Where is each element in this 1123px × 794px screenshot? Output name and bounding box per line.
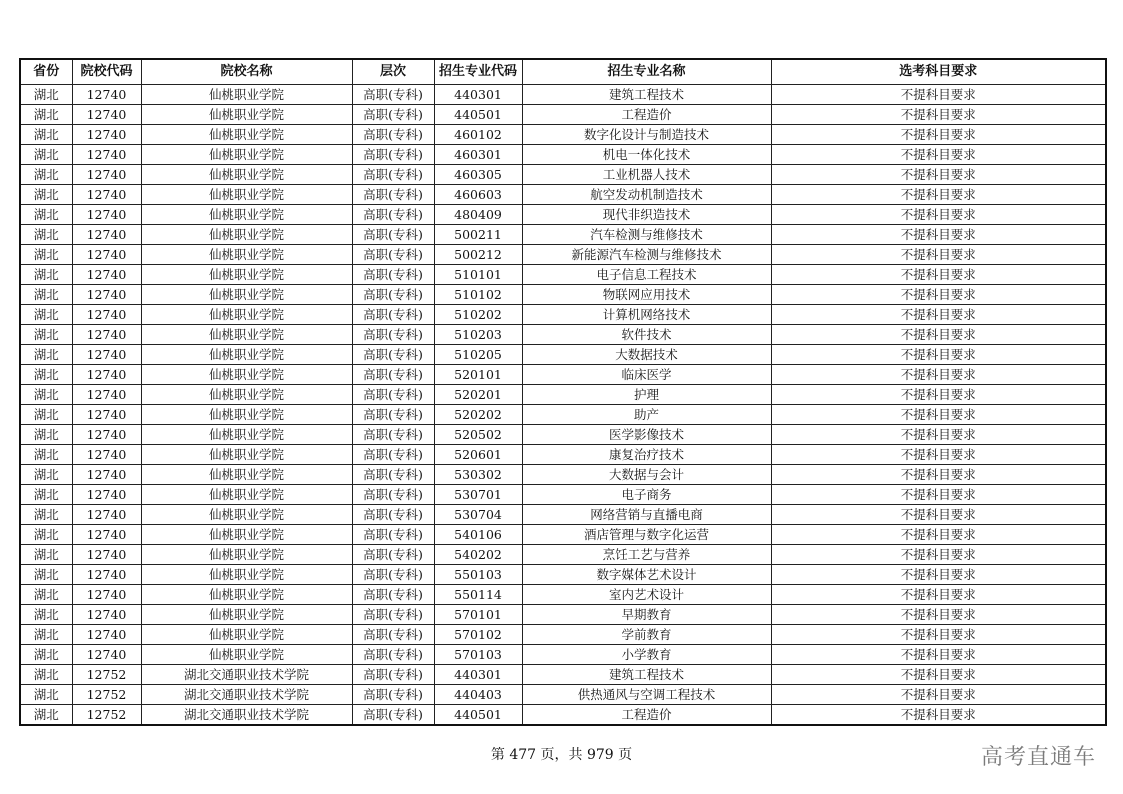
province-cell: 湖北 <box>20 665 72 685</box>
table-row <box>20 305 1106 325</box>
province-cell: 湖北 <box>20 685 72 705</box>
school-code-cell: 12740 <box>72 625 141 645</box>
major-name-cell: 数字化设计与制造技术 <box>522 125 771 145</box>
table-row <box>20 265 1106 285</box>
subject-requirement-cell: 不提科目要求 <box>771 665 1106 685</box>
major-code-cell: 540106 <box>434 525 522 545</box>
level-cell: 高职(专科) <box>352 345 434 365</box>
school-code-cell: 12740 <box>72 105 141 125</box>
table-row <box>20 545 1106 565</box>
major-name-cell: 护理 <box>522 385 771 405</box>
major-name-cell: 早期教育 <box>522 605 771 625</box>
major-code-cell: 440301 <box>434 665 522 685</box>
major-name-cell: 航空发动机制造技术 <box>522 185 771 205</box>
table-row <box>20 385 1106 405</box>
level-cell: 高职(专科) <box>352 445 434 465</box>
school-name-cell: 仙桃职业学院 <box>141 405 352 425</box>
table-row <box>20 165 1106 185</box>
subject-requirement-cell: 不提科目要求 <box>771 425 1106 445</box>
subject-requirement-cell: 不提科目要求 <box>771 685 1106 705</box>
subject-requirement-cell: 不提科目要求 <box>771 125 1106 145</box>
school-name-cell: 仙桃职业学院 <box>141 565 352 585</box>
level-cell: 高职(专科) <box>352 265 434 285</box>
major-code-cell: 440301 <box>434 85 522 105</box>
province-cell: 湖北 <box>20 85 72 105</box>
level-header: 层次 <box>352 59 434 85</box>
level-cell: 高职(专科) <box>352 625 434 645</box>
major-code-cell: 520502 <box>434 425 522 445</box>
school-name-cell: 仙桃职业学院 <box>141 525 352 545</box>
major-code-cell: 520101 <box>434 365 522 385</box>
major-code-cell: 550103 <box>434 565 522 585</box>
school-name-cell: 仙桃职业学院 <box>141 205 352 225</box>
province-cell: 湖北 <box>20 625 72 645</box>
level-cell: 高职(专科) <box>352 145 434 165</box>
major-name-cell: 电子商务 <box>522 485 771 505</box>
major-code-cell: 530701 <box>434 485 522 505</box>
school-name-cell: 仙桃职业学院 <box>141 265 352 285</box>
major-name-cell: 现代非织造技术 <box>522 205 771 225</box>
table-row <box>20 345 1106 365</box>
table-row <box>20 625 1106 645</box>
table-row <box>20 485 1106 505</box>
major-name-cell: 物联网应用技术 <box>522 285 771 305</box>
table-row <box>20 225 1106 245</box>
major-name-cell: 康复治疗技术 <box>522 445 771 465</box>
watermark-logo: 高考直通车 <box>980 745 1096 770</box>
school-code-cell: 12740 <box>72 205 141 225</box>
major-code-cell: 520201 <box>434 385 522 405</box>
major-code-cell: 440501 <box>434 105 522 125</box>
major-name-cell: 数字媒体艺术设计 <box>522 565 771 585</box>
major-name-cell: 机电一体化技术 <box>522 145 771 165</box>
province-cell: 湖北 <box>20 205 72 225</box>
major-code-cell: 480409 <box>434 205 522 225</box>
school-code-cell: 12740 <box>72 445 141 465</box>
level-cell: 高职(专科) <box>352 665 434 685</box>
subject-requirement-cell: 不提科目要求 <box>771 245 1106 265</box>
enrollment-table <box>19 58 1107 726</box>
school-code-cell: 12740 <box>72 385 141 405</box>
subject-requirement-cell: 不提科目要求 <box>771 365 1106 385</box>
school-name-cell: 仙桃职业学院 <box>141 465 352 485</box>
school-code-cell: 12740 <box>72 305 141 325</box>
table-header <box>20 59 1106 85</box>
major-name-cell: 助产 <box>522 405 771 425</box>
major-code-cell: 530704 <box>434 505 522 525</box>
table-row <box>20 525 1106 545</box>
major-code-header: 招生专业代码 <box>434 59 522 85</box>
school-code-cell: 12752 <box>72 685 141 705</box>
subject-requirement-cell: 不提科目要求 <box>771 405 1106 425</box>
table-row <box>20 685 1106 705</box>
level-cell: 高职(专科) <box>352 405 434 425</box>
table-row <box>20 445 1106 465</box>
subject-requirement-cell: 不提科目要求 <box>771 225 1106 245</box>
level-cell: 高职(专科) <box>352 705 434 726</box>
school-name-cell: 仙桃职业学院 <box>141 185 352 205</box>
subject-requirement-cell: 不提科目要求 <box>771 485 1106 505</box>
school-name-cell: 湖北交通职业技术学院 <box>141 705 352 726</box>
header-row <box>20 59 1106 85</box>
school-code-cell: 12740 <box>72 365 141 385</box>
school-name-cell: 仙桃职业学院 <box>141 285 352 305</box>
province-cell: 湖北 <box>20 185 72 205</box>
major-name-cell: 工业机器人技术 <box>522 165 771 185</box>
province-cell: 湖北 <box>20 405 72 425</box>
subject-requirement-cell: 不提科目要求 <box>771 345 1106 365</box>
table-row <box>20 605 1106 625</box>
school-name-cell: 仙桃职业学院 <box>141 125 352 145</box>
major-code-cell: 510102 <box>434 285 522 305</box>
province-cell: 湖北 <box>20 465 72 485</box>
province-cell: 湖北 <box>20 225 72 245</box>
province-cell: 湖北 <box>20 425 72 445</box>
school-code-cell: 12740 <box>72 505 141 525</box>
subject-requirement-cell: 不提科目要求 <box>771 625 1106 645</box>
school-code-cell: 12740 <box>72 425 141 445</box>
school-code-cell: 12740 <box>72 265 141 285</box>
major-code-cell: 460603 <box>434 185 522 205</box>
province-cell: 湖北 <box>20 245 72 265</box>
table-row <box>20 85 1106 105</box>
school-code-header: 院校代码 <box>72 59 141 85</box>
school-name-header: 院校名称 <box>141 59 352 85</box>
school-code-cell: 12740 <box>72 185 141 205</box>
major-name-cell: 软件技术 <box>522 325 771 345</box>
province-cell: 湖北 <box>20 565 72 585</box>
school-name-cell: 仙桃职业学院 <box>141 505 352 525</box>
province-cell: 湖北 <box>20 645 72 665</box>
province-cell: 湖北 <box>20 605 72 625</box>
major-name-header: 招生专业名称 <box>522 59 771 85</box>
page-number: 第 477 页，共 979 页 <box>490 747 633 763</box>
level-cell: 高职(专科) <box>352 245 434 265</box>
province-cell: 湖北 <box>20 485 72 505</box>
school-name-cell: 仙桃职业学院 <box>141 365 352 385</box>
province-cell: 湖北 <box>20 345 72 365</box>
subject-requirement-cell: 不提科目要求 <box>771 565 1106 585</box>
major-code-cell: 500211 <box>434 225 522 245</box>
school-name-cell: 仙桃职业学院 <box>141 425 352 445</box>
school-code-cell: 12740 <box>72 405 141 425</box>
level-cell: 高职(专科) <box>352 305 434 325</box>
school-code-cell: 12740 <box>72 225 141 245</box>
level-cell: 高职(专科) <box>352 385 434 405</box>
level-cell: 高职(专科) <box>352 645 434 665</box>
school-code-cell: 12740 <box>72 585 141 605</box>
school-name-cell: 仙桃职业学院 <box>141 105 352 125</box>
major-name-cell: 汽车检测与维修技术 <box>522 225 771 245</box>
major-code-cell: 440501 <box>434 705 522 726</box>
table-row <box>20 465 1106 485</box>
subject-requirement-cell: 不提科目要求 <box>771 325 1106 345</box>
table-row <box>20 425 1106 445</box>
major-name-cell: 学前教育 <box>522 625 771 645</box>
school-name-cell: 仙桃职业学院 <box>141 385 352 405</box>
major-code-cell: 570101 <box>434 605 522 625</box>
province-cell: 湖北 <box>20 545 72 565</box>
school-name-cell: 仙桃职业学院 <box>141 545 352 565</box>
school-name-cell: 仙桃职业学院 <box>141 445 352 465</box>
province-cell: 湖北 <box>20 325 72 345</box>
school-name-cell: 湖北交通职业技术学院 <box>141 685 352 705</box>
school-code-cell: 12740 <box>72 565 141 585</box>
subject-requirement-cell: 不提科目要求 <box>771 145 1106 165</box>
school-name-cell: 仙桃职业学院 <box>141 245 352 265</box>
school-code-cell: 12740 <box>72 325 141 345</box>
major-code-cell: 550114 <box>434 585 522 605</box>
subject-requirement-cell: 不提科目要求 <box>771 585 1106 605</box>
level-cell: 高职(专科) <box>352 485 434 505</box>
subject-requirement-cell: 不提科目要求 <box>771 525 1106 545</box>
major-name-cell: 建筑工程技术 <box>522 665 771 685</box>
province-cell: 湖北 <box>20 525 72 545</box>
school-code-cell: 12740 <box>72 165 141 185</box>
level-cell: 高职(专科) <box>352 85 434 105</box>
level-cell: 高职(专科) <box>352 505 434 525</box>
major-code-cell: 460102 <box>434 125 522 145</box>
school-code-cell: 12740 <box>72 285 141 305</box>
level-cell: 高职(专科) <box>352 605 434 625</box>
province-cell: 湖北 <box>20 145 72 165</box>
major-code-cell: 540202 <box>434 545 522 565</box>
table-row <box>20 585 1106 605</box>
major-code-cell: 510205 <box>434 345 522 365</box>
table-row <box>20 145 1106 165</box>
level-cell: 高职(专科) <box>352 105 434 125</box>
major-code-cell: 510101 <box>434 265 522 285</box>
level-cell: 高职(专科) <box>352 205 434 225</box>
province-cell: 湖北 <box>20 585 72 605</box>
school-code-cell: 12740 <box>72 525 141 545</box>
major-code-cell: 460301 <box>434 145 522 165</box>
subject-requirement-header: 选考科目要求 <box>771 59 1106 85</box>
major-name-cell: 临床医学 <box>522 365 771 385</box>
table-row <box>20 645 1106 665</box>
major-name-cell: 烹饪工艺与营养 <box>522 545 771 565</box>
province-cell: 湖北 <box>20 265 72 285</box>
level-cell: 高职(专科) <box>352 285 434 305</box>
table-row <box>20 205 1106 225</box>
school-name-cell: 仙桃职业学院 <box>141 605 352 625</box>
province-cell: 湖北 <box>20 385 72 405</box>
subject-requirement-cell: 不提科目要求 <box>771 645 1106 665</box>
subject-requirement-cell: 不提科目要求 <box>771 385 1106 405</box>
table-row <box>20 125 1106 145</box>
major-code-cell: 510202 <box>434 305 522 325</box>
school-code-cell: 12740 <box>72 545 141 565</box>
major-name-cell: 网络营销与直播电商 <box>522 505 771 525</box>
major-code-cell: 500212 <box>434 245 522 265</box>
major-name-cell: 工程造价 <box>522 705 771 726</box>
subject-requirement-cell: 不提科目要求 <box>771 505 1106 525</box>
table-row <box>20 365 1106 385</box>
major-name-cell: 大数据与会计 <box>522 465 771 485</box>
province-cell: 湖北 <box>20 705 72 726</box>
level-cell: 高职(专科) <box>352 525 434 545</box>
table-body <box>20 85 1106 726</box>
subject-requirement-cell: 不提科目要求 <box>771 305 1106 325</box>
major-name-cell: 供热通风与空调工程技术 <box>522 685 771 705</box>
table-row <box>20 325 1106 345</box>
table-row <box>20 185 1106 205</box>
subject-requirement-cell: 不提科目要求 <box>771 465 1106 485</box>
major-code-cell: 520601 <box>434 445 522 465</box>
school-name-cell: 仙桃职业学院 <box>141 585 352 605</box>
table-row <box>20 105 1106 125</box>
school-code-cell: 12740 <box>72 345 141 365</box>
school-code-cell: 12740 <box>72 645 141 665</box>
subject-requirement-cell: 不提科目要求 <box>771 205 1106 225</box>
major-name-cell: 新能源汽车检测与维修技术 <box>522 245 771 265</box>
school-name-cell: 仙桃职业学院 <box>141 645 352 665</box>
subject-requirement-cell: 不提科目要求 <box>771 165 1106 185</box>
level-cell: 高职(专科) <box>352 585 434 605</box>
major-name-cell: 酒店管理与数字化运营 <box>522 525 771 545</box>
subject-requirement-cell: 不提科目要求 <box>771 445 1106 465</box>
major-code-cell: 570103 <box>434 645 522 665</box>
level-cell: 高职(专科) <box>352 545 434 565</box>
major-code-cell: 460305 <box>434 165 522 185</box>
level-cell: 高职(专科) <box>352 365 434 385</box>
level-cell: 高职(专科) <box>352 425 434 445</box>
province-header: 省份 <box>20 59 72 85</box>
subject-requirement-cell: 不提科目要求 <box>771 605 1106 625</box>
subject-requirement-cell: 不提科目要求 <box>771 265 1106 285</box>
table-row <box>20 565 1106 585</box>
level-cell: 高职(专科) <box>352 125 434 145</box>
school-code-cell: 12752 <box>72 665 141 685</box>
school-code-cell: 12740 <box>72 605 141 625</box>
school-name-cell: 仙桃职业学院 <box>141 85 352 105</box>
major-name-cell: 小学教育 <box>522 645 771 665</box>
school-code-cell: 12740 <box>72 465 141 485</box>
major-name-cell: 大数据技术 <box>522 345 771 365</box>
school-name-cell: 仙桃职业学院 <box>141 225 352 245</box>
major-code-cell: 570102 <box>434 625 522 645</box>
province-cell: 湖北 <box>20 505 72 525</box>
school-name-cell: 湖北交通职业技术学院 <box>141 665 352 685</box>
level-cell: 高职(专科) <box>352 565 434 585</box>
province-cell: 湖北 <box>20 105 72 125</box>
subject-requirement-cell: 不提科目要求 <box>771 85 1106 105</box>
subject-requirement-cell: 不提科目要求 <box>771 185 1106 205</box>
table-row <box>20 665 1106 685</box>
major-name-cell: 医学影像技术 <box>522 425 771 445</box>
school-name-cell: 仙桃职业学院 <box>141 625 352 645</box>
school-code-cell: 12752 <box>72 705 141 726</box>
school-code-cell: 12740 <box>72 485 141 505</box>
school-name-cell: 仙桃职业学院 <box>141 485 352 505</box>
province-cell: 湖北 <box>20 165 72 185</box>
major-name-cell: 建筑工程技术 <box>522 85 771 105</box>
subject-requirement-cell: 不提科目要求 <box>771 705 1106 726</box>
major-code-cell: 530302 <box>434 465 522 485</box>
level-cell: 高职(专科) <box>352 685 434 705</box>
major-name-cell: 电子信息工程技术 <box>522 265 771 285</box>
province-cell: 湖北 <box>20 305 72 325</box>
major-name-cell: 工程造价 <box>522 105 771 125</box>
school-name-cell: 仙桃职业学院 <box>141 165 352 185</box>
major-code-cell: 520202 <box>434 405 522 425</box>
province-cell: 湖北 <box>20 285 72 305</box>
province-cell: 湖北 <box>20 445 72 465</box>
major-code-cell: 510203 <box>434 325 522 345</box>
province-cell: 湖北 <box>20 125 72 145</box>
table-row <box>20 505 1106 525</box>
level-cell: 高职(专科) <box>352 165 434 185</box>
school-name-cell: 仙桃职业学院 <box>141 305 352 325</box>
subject-requirement-cell: 不提科目要求 <box>771 545 1106 565</box>
table-row <box>20 245 1106 265</box>
school-code-cell: 12740 <box>72 125 141 145</box>
province-cell: 湖北 <box>20 365 72 385</box>
level-cell: 高职(专科) <box>352 325 434 345</box>
subject-requirement-cell: 不提科目要求 <box>771 285 1106 305</box>
major-code-cell: 440403 <box>434 685 522 705</box>
level-cell: 高职(专科) <box>352 185 434 205</box>
subject-requirement-cell: 不提科目要求 <box>771 105 1106 125</box>
major-name-cell: 计算机网络技术 <box>522 305 771 325</box>
school-name-cell: 仙桃职业学院 <box>141 345 352 365</box>
level-cell: 高职(专科) <box>352 465 434 485</box>
school-code-cell: 12740 <box>72 145 141 165</box>
school-name-cell: 仙桃职业学院 <box>141 325 352 345</box>
table-row <box>20 405 1106 425</box>
major-name-cell: 室内艺术设计 <box>522 585 771 605</box>
school-name-cell: 仙桃职业学院 <box>141 145 352 165</box>
school-code-cell: 12740 <box>72 85 141 105</box>
level-cell: 高职(专科) <box>352 225 434 245</box>
table-row <box>20 705 1106 726</box>
school-code-cell: 12740 <box>72 245 141 265</box>
table-row <box>20 285 1106 305</box>
